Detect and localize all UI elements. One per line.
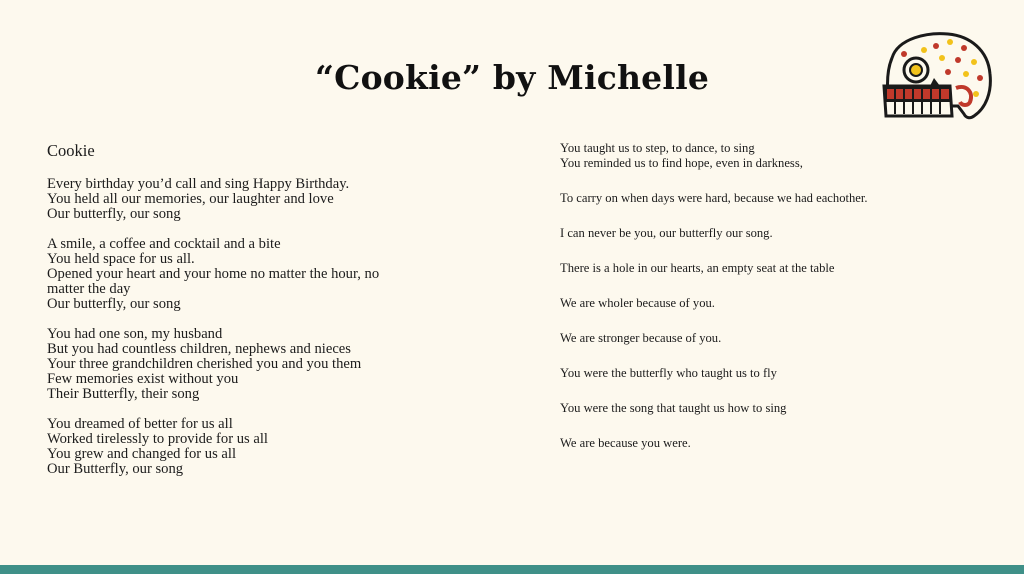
- poem-line: But you had countless children, nephews and nieces: [47, 341, 351, 357]
- stanza-4: [47, 417, 487, 477]
- poem-line: You dreamed of better for us all: [47, 416, 233, 432]
- poem-line: We are wholer because of you.: [560, 296, 715, 310]
- poem-line: You reminded us to find hope, even in darkness,: [560, 156, 803, 170]
- poem-line: You had one son, my husband: [47, 326, 223, 342]
- poem-line: Opened your heart and your home no matter the hour, no: [47, 266, 380, 282]
- footer-accent-bar: [0, 565, 1024, 574]
- poem-line: matter the day: [47, 281, 131, 297]
- poem-line: Our Butterfly, our song: [47, 461, 184, 477]
- poem-line: Our butterfly, our song: [47, 206, 181, 222]
- sugar-skull-icon: [878, 28, 996, 124]
- slide-title: “Cookie” by Michelle: [314, 58, 710, 97]
- poem-line: You grew and changed for us all: [47, 446, 237, 462]
- poem-line: Our butterfly, our song: [47, 296, 181, 312]
- poem-right-column: [560, 141, 980, 451]
- poem-line: Worked tirelessly to provide for us all: [47, 431, 268, 447]
- poem-line: Your three grandchildren cherished you and you them: [47, 356, 362, 372]
- poem-line: You held space for us all.: [47, 251, 195, 267]
- poem-line: Few memories exist without you: [47, 371, 239, 387]
- poem-line: Their Butterfly, their song: [47, 386, 200, 402]
- poem-line: There is a hole in our hearts, an empty seat at the table: [560, 261, 835, 275]
- poem-line: A smile, a coffee and cocktail and a bite: [47, 236, 281, 252]
- poem-line: You were the butterfly who taught us to fly: [560, 366, 777, 380]
- poem-line: We are because you were.: [560, 436, 691, 450]
- poem-line: You were the song that taught us how to sing: [560, 401, 787, 415]
- poem-line: To carry on when days were hard, because we had eachother.: [560, 191, 868, 205]
- poem-line: You taught us to step, to dance, to sing: [560, 141, 755, 155]
- stanza-3: [47, 327, 487, 402]
- stanza-1: [47, 177, 487, 222]
- poem-left-column: [47, 141, 487, 492]
- poem-title: Cookie: [47, 141, 95, 160]
- poem-line: I can never be you, our butterfly our song.: [560, 226, 773, 240]
- stanza-2: [47, 237, 487, 312]
- poem-line: We are stronger because of you.: [560, 331, 722, 345]
- poem-line: Every birthday you’d call and sing Happy Birthday.: [47, 176, 350, 192]
- poem-line: You held all our memories, our laughter and love: [47, 191, 334, 207]
